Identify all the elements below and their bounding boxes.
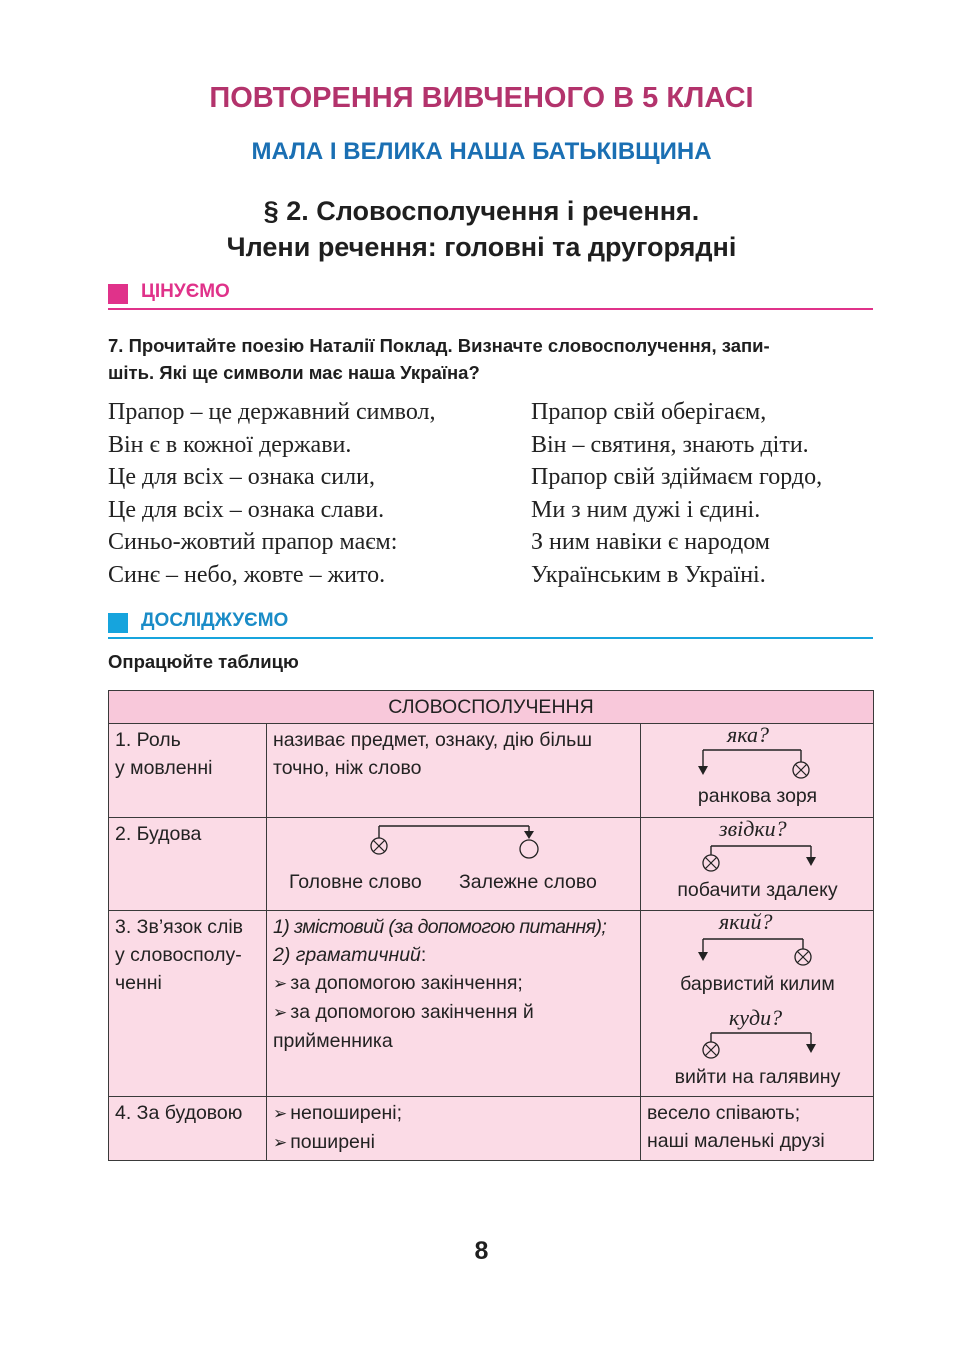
poem-line: Він – святиня, знають діти. — [531, 431, 809, 458]
example-phrase: ранкова зоря — [697, 785, 818, 807]
bullet-item — [273, 1099, 634, 1128]
row-label-line: 3. Зв’язок слів — [115, 916, 244, 938]
row-label-line: 2. Будова — [115, 823, 202, 845]
row-example — [641, 818, 874, 911]
arrowhead-bullet-icon: ➢ — [273, 1003, 288, 1022]
arrowhead-bullet-icon: ➢ — [273, 1133, 288, 1152]
row-example — [641, 1097, 874, 1161]
grammatical-label: 2) граматичний — [273, 944, 421, 966]
poem-line: Прапор свій здіймаєм гордо, — [531, 464, 823, 490]
page-number: 8 — [474, 1237, 489, 1265]
bullet-text: за допомогою закінчення й — [290, 1001, 534, 1023]
structure-scheme-icon — [267, 818, 641, 868]
poem-line: Ми з ним дужі і єдині. — [531, 496, 761, 523]
row-label-line: 1. Роль — [115, 729, 181, 751]
poem-line: Українським в Україні. — [531, 561, 766, 588]
arrowhead-bullet-icon: ➢ — [273, 974, 288, 993]
example-phrase: наші маленькі друзі — [647, 1130, 825, 1152]
row-description — [267, 911, 641, 1097]
bullet-text: за допомогою закінчення; — [290, 972, 523, 994]
bullet-text: прийменника — [273, 1030, 393, 1052]
section-header-label: ДОСЛІДЖУЄМО — [141, 610, 289, 631]
dependency-arrow-icon — [641, 911, 874, 971]
table-row — [109, 911, 874, 1097]
task-line: шіть. Які ще символи має наша Україна? — [108, 362, 480, 383]
question-text: куди? — [729, 1005, 783, 1030]
poem-right-column — [531, 396, 876, 591]
row-label — [109, 1097, 267, 1161]
description-line — [273, 941, 634, 969]
description-line: 1) змістовий (за допомогою питання); — [273, 916, 607, 938]
poem-line: Синє – небо, жовте – жито. — [108, 561, 386, 588]
row-label-line: 4. За будовою — [115, 1102, 243, 1124]
poem-line: Синьо-жовтий прапор маєм: — [108, 529, 398, 555]
example-phrase: весело співають; — [647, 1102, 801, 1124]
table-row — [109, 1097, 874, 1161]
task-line: 7. Прочитайте поезію Наталії Поклад. Визначте словосполучення, запи- — [108, 335, 770, 356]
table-row — [109, 724, 874, 818]
row-label — [109, 724, 267, 818]
table-instruction: Опрацюйте таблицю — [108, 651, 299, 672]
description-line: точно, ніж слово — [273, 757, 422, 779]
dependency-arrow-icon — [641, 1005, 874, 1065]
section-divider — [108, 308, 873, 310]
question-text: яка? — [727, 722, 769, 747]
row-label-line: у словосполу- — [115, 944, 242, 966]
bullet-text: поширені — [290, 1131, 375, 1153]
bullet-item — [273, 1128, 634, 1157]
arrowhead-bullet-icon: ➢ — [273, 1104, 288, 1123]
poem-line: Прапор – це державний символ, — [108, 399, 436, 425]
poem-line: Він є в кожної держави. — [108, 431, 352, 458]
pink-square-icon — [108, 284, 128, 304]
chapter-title: ПОВТОРЕННЯ ВИВЧЕНОГО В 5 КЛАСІ — [209, 82, 754, 114]
dependency-arrow-icon — [641, 818, 874, 878]
paragraph-title-line2: Члени речення: головні та другорядні — [226, 232, 737, 262]
row-label — [109, 818, 267, 911]
section-header-cinuemo — [108, 278, 873, 310]
poem-line: Це для всіх – ознака слави. — [108, 496, 385, 523]
poem-line: Це для всіх – ознака сили, — [108, 464, 375, 490]
bullet-text: непоширені; — [290, 1102, 403, 1124]
poem-line: З ним навіки є народом — [531, 529, 770, 555]
task-7-instruction — [108, 332, 878, 386]
blue-square-icon — [108, 613, 128, 633]
colon: : — [420, 944, 427, 966]
dependency-arrow-icon — [641, 724, 874, 784]
dependent-word-label: Залежне слово — [459, 871, 597, 893]
table-header: СЛОВОСПОЛУЧЕННЯ — [109, 691, 874, 724]
example-phrase: побачити здалеку — [677, 879, 838, 901]
poem-left-column — [108, 396, 488, 591]
example-phrase: вийти на галявину — [674, 1066, 841, 1088]
section-title: МАЛА І ВЕЛИКА НАША БАТЬКІВЩИНА — [251, 138, 712, 165]
poem-line: Прапор свій оберігаєм, — [531, 399, 767, 425]
row-example — [641, 911, 874, 1097]
row-label — [109, 911, 267, 1097]
section-header-doslidzhuemo — [108, 607, 873, 639]
row-description — [267, 724, 641, 818]
section-divider — [108, 637, 873, 639]
table-row — [109, 818, 874, 911]
bullet-item — [273, 969, 634, 998]
description-line: називає предмет, ознаку, дію більш — [273, 729, 592, 751]
question-text: який? — [719, 909, 773, 934]
paragraph-title-line1: § 2. Словосполучення і речення. — [263, 196, 700, 226]
question-text: звідки? — [719, 816, 787, 841]
example-phrase: барвистий килим — [680, 973, 835, 995]
bullet-item — [273, 998, 634, 1027]
row-description — [267, 818, 641, 911]
row-example — [641, 724, 874, 818]
section-header-label: ЦІНУЄМО — [141, 281, 230, 302]
main-word-label: Головне слово — [289, 871, 422, 893]
row-label-line: ченні — [115, 972, 162, 994]
paragraph-title — [0, 193, 963, 265]
word-combination-table — [108, 690, 874, 1161]
row-label-line: у мовленні — [115, 757, 213, 779]
row-description — [267, 1097, 641, 1161]
